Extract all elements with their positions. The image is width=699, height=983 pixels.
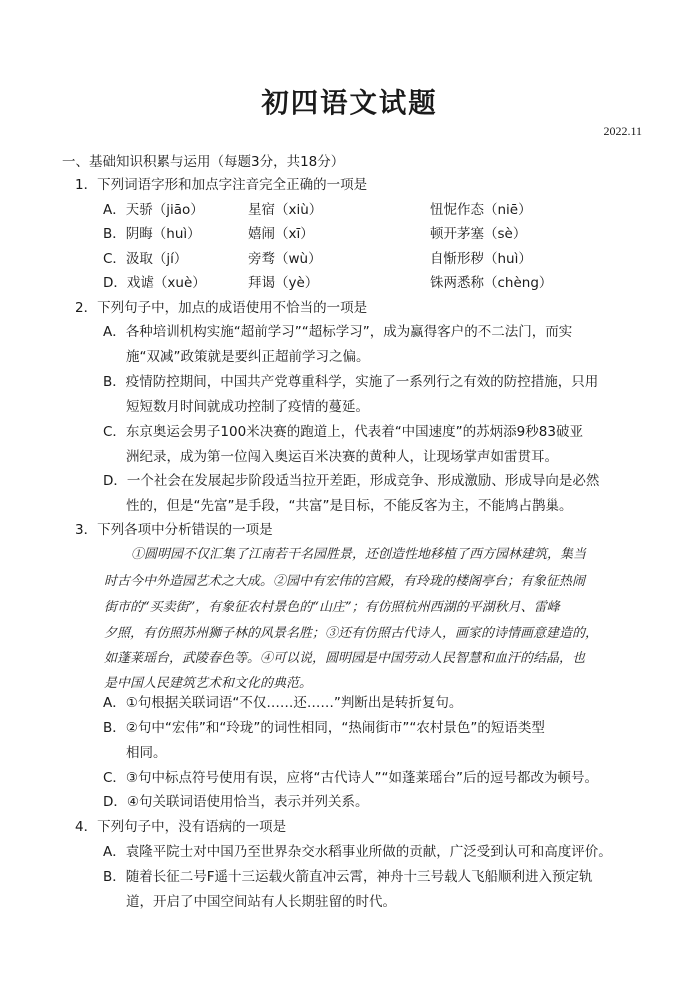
q4-option-b-cont: 道，开启了中国空间站有人长期驻留的时代。 (126, 894, 396, 910)
question-4-stem: 4．下列句子中，没有语病的一项是 (75, 819, 287, 835)
q3-passage-line: 夕照，有仿照苏州狮子林的风景名胜；③还有仿照古代诗人，画家的诗情画意建造的， (104, 626, 599, 641)
q1-option-a-3: 忸怩作态（niē） (430, 202, 532, 218)
q2-option-b: B．疫情防控期间，中国共产党尊重科学，实施了一系列行之有效的防控措施，只用 (103, 374, 599, 390)
question-3-stem: 3．下列各项中分析错误的一项是 (75, 522, 273, 538)
q3-option-a: A．①句根据关联词语“不仅……还……”判断出是转折复句。 (103, 695, 463, 711)
q3-passage-line: 是中国人民建筑艺术和文化的典范。 (104, 676, 313, 691)
q1-option-a-2: 星宿（xiù） (248, 202, 323, 218)
q1-option-b-3: 顿开茅塞（sè） (430, 226, 527, 242)
q1-option-d-3: 铢两悉称（chèng） (430, 275, 553, 291)
q1-option-b-1: B．阴晦（huì） (103, 226, 201, 242)
question-1-stem: 1．下列词语字形和加点字注音完全正确的一项是 (75, 177, 368, 193)
question-2-stem: 2．下列句子中，加点的成语使用不恰当的一项是 (75, 300, 368, 316)
page-title: 初四语文试题 (261, 87, 438, 119)
q3-passage-line: 如蓬莱瑶台，武陵春色等。④可以说，圆明园是中国劳动人民智慧和血汗的结晶，也 (104, 651, 586, 666)
q1-option-a-1: A．天骄（jiāo） (103, 202, 204, 218)
q4-option-b: B．随着长征二号F遥十三运载火箭直冲云霄，神舟十三号载人飞船顺利进入预定轨 (103, 869, 593, 885)
section-heading: 一、基础知识积累与运用（每题3分，共18分） (62, 154, 345, 170)
q3-passage-line: 街市的“买卖街”，有象征农村景色的“山庄”；有仿照杭州西湖的平湖秋月、雷峰 (104, 600, 560, 615)
q1-option-d-1: D．戏谑（xuè） (103, 275, 206, 291)
exam-date: 2022.11 (603, 124, 642, 138)
q1-option-c-3: 自惭形秽（huì） (430, 251, 532, 267)
q2-option-c-cont: 洲纪录，成为第一位闯入奥运百米决赛的黄种人，让现场掌声如雷贯耳。 (126, 449, 558, 465)
q3-option-c: C．③句中标点符号使用有误，应将“古代诗人”“如蓬莱瑶台”后的逗号都改为顿号。 (103, 770, 599, 786)
q1-option-d-2: 拜谒（yè） (248, 275, 319, 291)
q1-option-c-1: C．汲取（jí） (103, 251, 188, 267)
q2-option-a: A．各种培训机构实施“超前学习”“超标学习”，成为赢得客户的不二法门，而实 (103, 324, 573, 340)
q2-option-a-cont: 施“双减”政策就是要纠正超前学习之偏。 (126, 349, 370, 365)
q3-option-b: B．②句中“宏伟”和“玲珑”的词性相同，“热闹街市”“农村景色”的短语类型 (103, 720, 545, 736)
q3-option-d: D．④句关联词语使用恰当，表示并列关系。 (103, 794, 369, 810)
q1-option-c-2: 旁骛（wù） (248, 251, 322, 267)
q2-option-c: C．东京奥运会男子100米决赛的跑道上，代表着“中国速度”的苏炳添9秒83破亚 (103, 424, 583, 440)
q3-passage-line: 时古今中外造园艺术之大成。②园中有宏伟的宫殿，有玲珑的楼阁亭台；有象征热闹 (104, 574, 586, 589)
q4-option-a: A．袁隆平院士对中国乃至世界杂交水稻事业所做的贡献，广泛受到认可和高度评价。 (103, 844, 612, 860)
q1-option-b-2: 嬉闹（xī） (248, 226, 314, 242)
q3-passage-line: ①圆明园不仅汇集了江南若干名园胜景，还创造性地移植了西方园林建筑，集当 (131, 547, 587, 562)
q3-option-b-cont: 相同。 (126, 745, 167, 761)
q2-option-d-cont: 性的，但是“先富”是手段，“共富”是目标，不能反客为主，不能鸠占鹊巢。 (126, 498, 573, 514)
q2-option-d: D．一个社会在发展起步阶段适当拉开差距，形成竞争、形成激励、形成导向是必然 (103, 473, 600, 489)
q2-option-b-cont: 短短数月时间就成功控制了疫情的蔓延。 (126, 399, 369, 415)
